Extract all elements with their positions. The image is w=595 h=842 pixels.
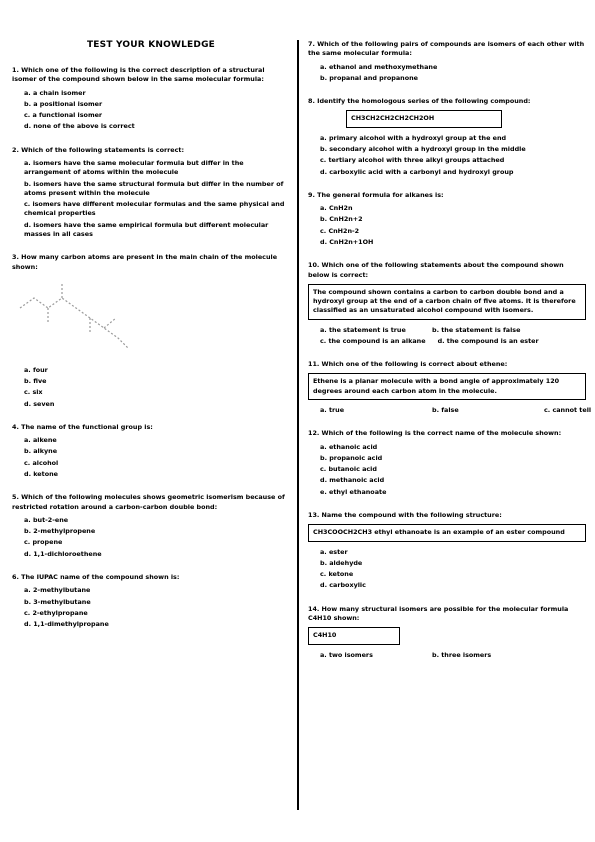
answer-option[interactable]: a. but-2-ene	[24, 515, 69, 524]
question-stem: 3. How many carbon atoms are present in the main chain of the molecule shown:	[12, 253, 278, 271]
answer-option[interactable]: d. isomers have the same empirical formula but different molecular masses in all cases	[24, 220, 269, 238]
answer-option[interactable]: d. 1,1-dichloroethene	[24, 549, 102, 558]
answer-option[interactable]: c. 2-ethylpropane	[24, 608, 88, 617]
answer-option[interactable]: b. propanal and propanone	[320, 73, 418, 82]
column-divider	[297, 40, 299, 810]
answer-option[interactable]: b. propanoic acid	[320, 453, 383, 462]
question-3	[12, 253, 290, 409]
answer-option[interactable]: c. ketone	[320, 570, 354, 579]
answer-option[interactable]: d. carboxylic	[320, 581, 366, 590]
answer-option[interactable]: b. alkyne	[24, 447, 58, 456]
answer-option[interactable]: c. butanoic acid	[320, 465, 377, 474]
answer-option[interactable]: d. seven	[24, 399, 55, 408]
answer-option[interactable]: c. the compound is an alkane	[320, 336, 426, 345]
answer-option[interactable]: b. five	[24, 377, 47, 386]
question-6	[12, 573, 290, 629]
answer-option[interactable]: a. isomers have the same molecular formula but differ in the arrangement of atoms within the molecule	[24, 158, 244, 177]
answer-option[interactable]: b. isomers have the same structural formula but differ in the number of atoms present within the molecule	[24, 179, 284, 197]
answer-option[interactable]: a. a chain isomer	[24, 88, 86, 97]
question-stem: 9. The general formula for alkanes is:	[308, 190, 444, 199]
answer-option[interactable]: c. six	[24, 388, 43, 397]
answer-option[interactable]: c. isomers have different molecular formulas and the same physical and chemical properties	[24, 200, 285, 218]
answer-option[interactable]: a. primary alcohol with a hydroxyl group at the end	[320, 133, 507, 142]
answer-option[interactable]: a. four	[24, 365, 48, 374]
answer-option[interactable]: c. alcohol	[24, 458, 59, 467]
question-stem: 13. Name the compound with the following structure:	[308, 511, 502, 519]
answer-option[interactable]: c. CnH2n-2	[320, 226, 360, 235]
answer-option[interactable]: a. true	[320, 406, 345, 415]
answer-option[interactable]: c. cannot tell	[544, 406, 592, 415]
answer-row	[308, 406, 592, 415]
answer-option[interactable]: b. 3-methylbutane	[24, 597, 91, 606]
answer-row	[308, 651, 586, 660]
answer-option[interactable]: c. propene	[24, 538, 63, 547]
answer-option[interactable]: d. CnH2n+1OH	[320, 237, 374, 246]
molecule-skeletal-figure	[16, 278, 136, 356]
question-stem: 5. Which of the following molecules shows geometric isomerism because of restricted rotation around a carbon-carbon double bond:	[12, 493, 285, 511]
answer-option[interactable]: a. ethanoic acid	[320, 442, 378, 451]
answer-option[interactable]: c. tertiary alcohol with three alkyl groups attached	[320, 156, 505, 165]
question-10	[308, 261, 586, 346]
answer-option[interactable]: b. false	[432, 406, 459, 415]
page-title: TEST YOUR KNOWLEDGE	[86, 40, 216, 50]
question-stem: 10. Which one of the following statements about the compound shown below is correct:	[308, 261, 564, 279]
answer-option[interactable]: a. CnH2n	[320, 204, 353, 213]
answer-option[interactable]: a. the statement is true	[320, 325, 406, 334]
answer-option[interactable]: a. 2-methylbutane	[24, 586, 91, 595]
statement-box: Ethene is a planar molecule with a bond angle of approximately 120 degrees around each carbon atom in the molecule.	[308, 373, 586, 400]
answer-option[interactable]: a. two isomers	[320, 650, 373, 659]
answer-row	[308, 326, 586, 335]
answer-option[interactable]: b. a positional isomer	[24, 99, 103, 108]
question-1	[12, 66, 290, 132]
question-5	[12, 493, 290, 559]
question-stem: 14. How many structural isomers are possible for the molecular formula C4H10 shown:	[308, 604, 569, 622]
question-stem: 2. Which of the following statements is correct:	[12, 145, 185, 154]
answer-option[interactable]: b. 2-methylpropene	[24, 527, 96, 536]
answer-option[interactable]: e. ethyl ethanoate	[320, 487, 387, 496]
left-column	[12, 40, 290, 643]
answer-option[interactable]: d. none of the above is correct	[24, 122, 135, 131]
question-4	[12, 423, 290, 479]
answer-option[interactable]: a. alkene	[24, 436, 57, 445]
answer-option[interactable]: b. aldehyde	[320, 558, 363, 567]
answer-option[interactable]: b. three isomers	[432, 650, 492, 659]
question-13	[308, 511, 586, 591]
question-12	[308, 429, 586, 497]
answer-option[interactable]: a. ethanol and methoxymethane	[320, 62, 438, 71]
answer-option[interactable]: d. ketone	[24, 470, 58, 479]
answer-option[interactable]: b. secondary alcohol with a hydroxyl group in the middle	[320, 144, 526, 153]
structure-box: CH3COOCH2CH3 ethyl ethanoate is an example of an ester compound	[308, 524, 586, 541]
answer-option[interactable]: d. methanoic acid	[320, 476, 385, 485]
question-stem: 6. The IUPAC name of the compound shown is:	[12, 573, 180, 581]
question-11	[308, 360, 592, 415]
answer-option[interactable]: d. 1,1-dimethylpropane	[24, 620, 109, 629]
right-column	[308, 40, 592, 674]
question-8	[308, 97, 586, 177]
question-stem: 12. Which of the following is the correct name of the molecule shown:	[308, 429, 562, 438]
question-stem: 1. Which one of the following is the correct description of a structural isomer of the compound shown below in the same molecular formula:	[12, 66, 265, 84]
question-2	[12, 146, 290, 240]
question-stem: 11. Which one of the following is correct about ethene:	[308, 360, 508, 369]
answer-row	[308, 337, 586, 346]
answer-option[interactable]: d. the compound is an ester	[437, 336, 539, 345]
answer-option[interactable]: b. CnH2n+2	[320, 215, 363, 224]
formula-box: C4H10	[308, 627, 400, 644]
answer-option[interactable]: b. the statement is false	[432, 325, 521, 334]
question-7	[308, 40, 586, 83]
answer-option[interactable]: d. carboxylic acid with a carbonyl and hydroxyl group	[320, 167, 514, 176]
question-14	[308, 605, 586, 660]
question-9	[308, 191, 586, 247]
question-stem: 7. Which of the following pairs of compounds are isomers of each other with the same molecular formula:	[308, 40, 585, 58]
statement-box: The compound shown contains a carbon to carbon double bond and a hydroxyl group at the end of a carbon chain of five atoms. It is therefore classified as an unsaturated alcohol compound with isomers.	[308, 284, 586, 320]
answer-option[interactable]: a. ester	[320, 547, 348, 556]
question-stem: 4. The name of the functional group is:	[12, 422, 153, 431]
formula-box: CH3CH2CH2CH2CH2OH	[346, 110, 502, 127]
question-stem: 8. Identify the homologous series of the following compound:	[308, 97, 531, 106]
answer-option[interactable]: c. a functional isomer	[24, 111, 103, 120]
